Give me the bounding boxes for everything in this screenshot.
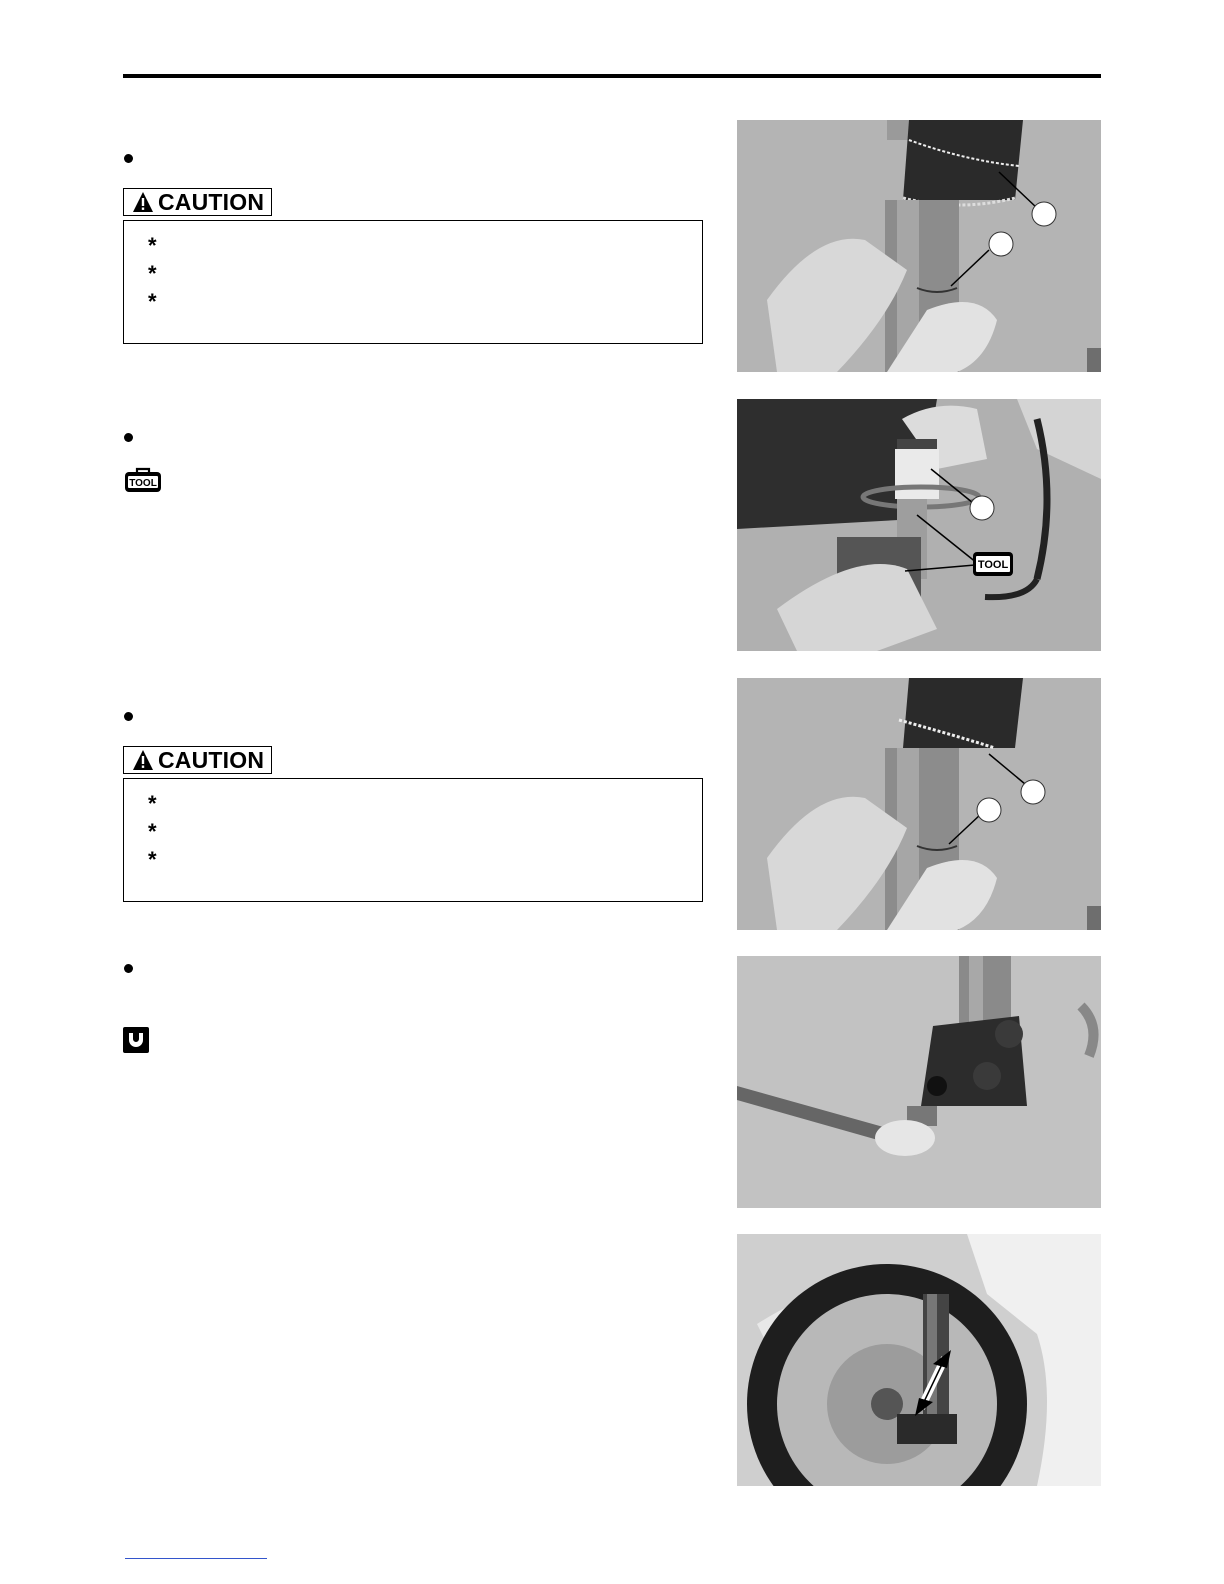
caution-label-2 [123,746,272,774]
caution-item-1-2: * [148,261,157,286]
caution-text-1: CAUTION [158,188,265,215]
caution-box-1 [123,220,703,344]
caution-item-2-1: * [148,791,157,816]
tool-icon [124,467,162,498]
torque-wrench-icon [123,1027,149,1058]
header-rule [123,74,1101,78]
photo-seal-installer [737,399,1101,651]
step-bullet-1 [124,154,133,163]
caution-item-2-3: * [148,847,157,872]
caution-text-2: CAUTION [158,746,265,773]
photo-tool-callout: TOOL [977,559,1009,571]
caution-item-1-3: * [148,289,157,314]
photo-torque-wrench [737,956,1101,1208]
photo-fork-seal-1 [737,120,1101,372]
caution-item-1-1: * [148,233,157,258]
caution-item-2-2: * [148,819,157,844]
caution-box-2 [123,778,703,902]
warning-triangle-icon [132,749,154,771]
photo-fork-seal-2 [737,678,1101,930]
footer-link-rule [125,1558,267,1559]
photo-front-wheel [737,1234,1101,1486]
step-bullet-4 [124,964,133,973]
caution-label-1 [123,188,272,216]
step-bullet-3 [124,712,133,721]
warning-triangle-icon [132,191,154,213]
step-bullet-2 [124,433,133,442]
tool-icon-label: TOOL [129,478,157,489]
